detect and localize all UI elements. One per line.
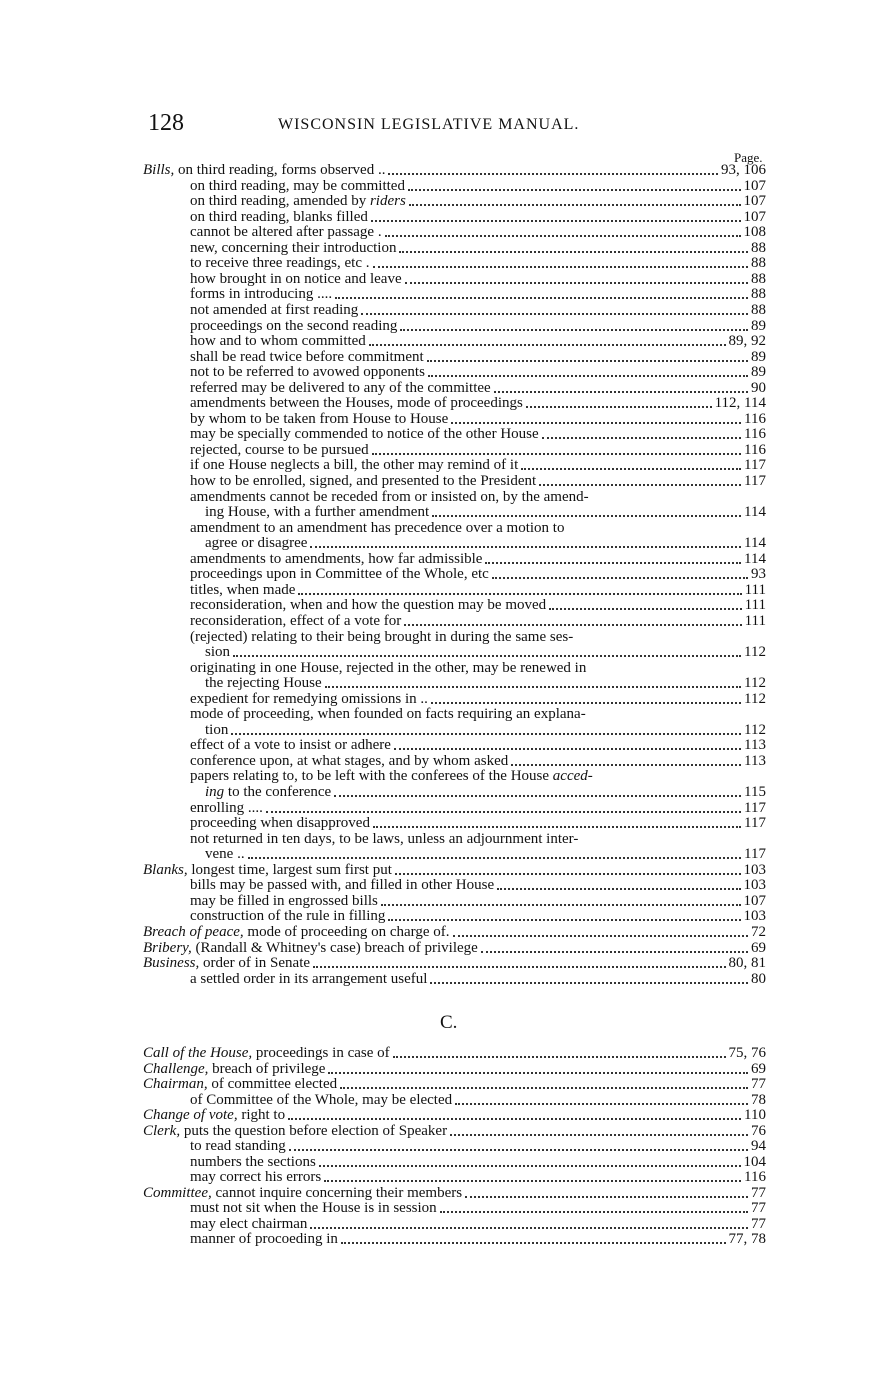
entry-page-ref: 89 — [751, 318, 766, 334]
index-entry — [190, 894, 766, 909]
dot-leader — [404, 624, 741, 626]
dot-leader — [526, 406, 712, 408]
entry-text: must not sit when the House is in session — [190, 1201, 437, 1216]
entry-page-ref: 104 — [743, 1154, 766, 1170]
dot-leader — [542, 437, 741, 439]
dot-leader — [521, 468, 741, 470]
index-entry — [190, 598, 766, 613]
dot-leader — [372, 453, 741, 455]
entry-page-ref: 110 — [744, 1108, 766, 1123]
entry-page-ref: 112 — [744, 645, 766, 661]
entry-text: shall be read twice before commitment — [190, 349, 424, 365]
entry-page-ref: 69 — [751, 1061, 766, 1077]
entry-text: how brought in on notice and leave — [190, 271, 402, 287]
entry-page-ref: 80 — [751, 971, 766, 987]
index-entry — [190, 194, 766, 209]
section-heading-c: C. — [440, 1012, 458, 1033]
dot-leader — [388, 173, 718, 175]
dot-leader — [511, 764, 741, 766]
dot-leader — [453, 935, 748, 937]
index-entry — [190, 225, 766, 240]
entry-text: ing House, with a further amendment — [205, 505, 430, 521]
index-entry — [190, 396, 766, 411]
entry-page-ref: 114 — [744, 536, 766, 552]
entry-text: by whom to be taken from House to House — [190, 411, 449, 427]
dot-leader — [455, 1103, 748, 1105]
index-entry — [205, 536, 766, 551]
entry-text: rejected, course to be pursued — [190, 442, 369, 458]
index-entry — [190, 816, 766, 831]
dot-leader — [361, 313, 748, 315]
index-entry — [190, 381, 766, 396]
entry-italic: acced- — [549, 769, 593, 785]
entry-text: mode of proceeding on charge of. — [243, 924, 450, 940]
dot-leader — [385, 235, 741, 237]
entry-page-ref: 77 — [751, 1185, 766, 1201]
entry-page-ref: 111 — [744, 598, 766, 614]
entry-page-ref: 88 — [751, 271, 766, 287]
entry-text: forms in introducing .... — [190, 287, 333, 303]
index-entry — [205, 785, 766, 800]
entry-page-ref: 94 — [751, 1139, 766, 1154]
index-entry — [190, 287, 766, 302]
index-entry — [190, 583, 766, 598]
index-entry — [190, 614, 766, 629]
dot-leader — [549, 608, 741, 610]
entry-text: may be filled in engrossed bills — [190, 893, 378, 909]
index-entry — [190, 443, 766, 458]
entry-text: numbers the sections — [190, 1154, 316, 1170]
entry-text: proceedings on the second reading — [190, 318, 398, 334]
index-entry — [190, 272, 766, 287]
entry-text: not amended at first reading — [190, 302, 359, 318]
index-entry-heading — [143, 941, 766, 956]
page-column-heading: Page. — [734, 150, 763, 165]
index-entry-heading — [143, 956, 766, 971]
index-entry — [190, 521, 766, 536]
entry-text: referred may be delivered to any of the committee — [190, 380, 491, 396]
index-entry — [190, 334, 766, 349]
entry-page-ref: 90 — [751, 380, 766, 396]
index-entry — [190, 350, 766, 365]
index-entry — [205, 645, 766, 660]
entry-text: a settled order in its arrangement useful — [190, 971, 428, 987]
entry-page-ref: 89 — [751, 365, 766, 381]
dot-leader — [440, 1211, 748, 1213]
entry-term: Bills, — [143, 163, 175, 178]
entry-page-ref: 108 — [743, 225, 766, 241]
entry-page-ref: 107 — [743, 209, 766, 225]
entry-text: construction of the rule in filling — [190, 909, 386, 925]
entry-term: Business, — [143, 956, 200, 972]
index-entry — [190, 241, 766, 256]
entry-text: may correct his errors — [190, 1170, 322, 1185]
entry-term: Committee, — [143, 1185, 212, 1201]
index-entry-heading — [143, 1077, 766, 1092]
entry-page-ref: 77, 78 — [728, 1232, 766, 1247]
dot-leader — [248, 857, 741, 859]
entry-text: of committee elected — [207, 1077, 338, 1092]
index-entry — [190, 1201, 766, 1216]
dot-leader — [319, 1165, 741, 1167]
index-entry — [190, 365, 766, 380]
dot-leader — [432, 515, 741, 517]
entry-page-ref: 88 — [751, 256, 766, 272]
entry-text: amendment to an amendment has precedence over a motion to — [190, 520, 565, 536]
dot-leader — [324, 1180, 741, 1182]
entry-text: reconsideration, effect of a vote for — [190, 613, 402, 629]
entry-page-ref: 116 — [744, 427, 766, 443]
entry-text: (Randall & Whitney's case) breach of privilege — [191, 940, 478, 956]
entry-page-ref: 117 — [744, 847, 766, 863]
entry-text: titles, when made — [190, 582, 296, 598]
entry-text: manner of procoeding in — [190, 1232, 338, 1247]
dot-leader — [394, 748, 741, 750]
entry-term: Call of the House, — [143, 1046, 253, 1061]
entry-text: may be specially commended to notice of the other House — [190, 427, 539, 443]
entry-page-ref: 117 — [744, 474, 766, 489]
entry-term: Clerk, — [143, 1123, 181, 1139]
dot-leader — [539, 484, 741, 486]
index-entry — [190, 754, 766, 769]
entry-text: puts the question before election of Speaker — [180, 1123, 448, 1139]
entry-text: expedient for remedying omissions in .. — [190, 691, 428, 707]
index-entry — [190, 738, 766, 753]
dot-leader — [310, 1227, 748, 1229]
dot-leader — [409, 204, 741, 206]
index-entry — [190, 552, 766, 567]
dot-leader — [481, 951, 748, 953]
entry-page-ref: 89 — [751, 349, 766, 365]
index-entry — [190, 210, 766, 225]
entry-page-ref: 116 — [744, 442, 766, 458]
index-entry-heading — [143, 1062, 766, 1077]
entry-text: enrolling .... — [190, 800, 263, 816]
index-entry — [190, 458, 766, 473]
entry-text: if one House neglects a bill, the other may remind of it — [190, 458, 519, 474]
index-entry — [190, 1232, 766, 1247]
entry-page-ref: 78 — [751, 1092, 766, 1108]
entry-page-ref: 93 — [751, 567, 766, 583]
index-entry — [190, 427, 766, 442]
index-entry — [205, 505, 766, 520]
index-entry-heading — [143, 163, 766, 178]
entry-text: new, concerning their introduction — [190, 240, 397, 256]
entry-page-ref: 89, 92 — [728, 334, 766, 350]
entry-page-ref: 107 — [743, 194, 766, 210]
index-entry — [190, 1170, 766, 1185]
entry-text: to the conference — [224, 785, 332, 800]
entry-page-ref: 115 — [744, 785, 766, 800]
dot-leader — [328, 1072, 748, 1074]
entry-term: Breach of peace, — [143, 924, 244, 940]
entry-page-ref: 117 — [744, 816, 766, 832]
index-entry — [190, 319, 766, 334]
entry-text: sion — [205, 645, 231, 661]
entry-text: breach of privilege — [208, 1061, 326, 1077]
entry-text: papers relating to, to be left with the conferees of the House — [190, 769, 550, 785]
index-entry — [190, 801, 766, 816]
entry-page-ref: 77 — [751, 1216, 766, 1232]
entry-page-ref: 103 — [743, 909, 766, 925]
entry-text: not to be referred to avowed opponents — [190, 365, 425, 381]
entry-text: to receive three readings, etc . — [190, 256, 370, 272]
entry-page-ref: 117 — [744, 800, 766, 816]
entry-text: originating in one House, rejected in the other, may be renewed in — [190, 660, 587, 676]
entry-text: amendments cannot be receded from or insisted on, by the amend- — [190, 489, 589, 505]
dot-leader — [405, 282, 748, 284]
page-number: 128 — [148, 110, 184, 136]
entry-text: proceedings in case of — [252, 1046, 390, 1061]
dot-leader — [450, 1134, 748, 1136]
entry-text: on third reading, may be committed — [190, 178, 405, 194]
entry-page-ref: 112 — [744, 722, 766, 738]
entry-term: Blanks, — [143, 862, 188, 878]
index-entry — [190, 490, 766, 505]
entry-page-ref: 72 — [751, 924, 766, 940]
dot-leader — [298, 593, 741, 595]
entry-page-ref: 112, 114 — [714, 396, 766, 412]
entry-page-ref: 93, 106 — [721, 163, 766, 178]
index-entry — [190, 707, 766, 722]
entry-page-ref: 77 — [751, 1201, 766, 1216]
entry-page-ref: 117 — [744, 458, 766, 474]
index-entry — [190, 1093, 766, 1108]
dot-leader — [408, 189, 741, 191]
entry-page-ref: 113 — [744, 738, 766, 754]
running-title: WISCONSIN LEGISLATIVE MANUAL. — [278, 116, 580, 133]
dot-leader — [373, 826, 741, 828]
dot-leader — [494, 391, 748, 393]
entry-page-ref: 88 — [751, 240, 766, 256]
dot-leader — [451, 422, 741, 424]
entry-page-ref: 116 — [744, 411, 766, 427]
index-entry-heading — [143, 1186, 766, 1201]
index-entry — [190, 179, 766, 194]
entry-term: Change of vote, — [143, 1108, 238, 1123]
index-entry-heading — [143, 1046, 766, 1061]
entry-page-ref: 69 — [751, 940, 766, 956]
entry-term: Challenge, — [143, 1061, 209, 1077]
index-entry — [190, 474, 766, 489]
entry-page-ref: 103 — [743, 862, 766, 878]
entry-page-ref: 112 — [744, 676, 766, 692]
entry-text: on third reading, amended by — [190, 194, 367, 210]
index-entry — [190, 567, 766, 582]
dot-leader — [388, 919, 740, 921]
entry-text: cannot inquire concerning their members — [211, 1185, 463, 1201]
dot-leader — [492, 577, 748, 579]
entry-text: amendments between the Houses, mode of proceedings — [190, 396, 523, 412]
entry-page-ref: 114 — [744, 505, 766, 521]
entry-text: of Committee of the Whole, may be elected — [190, 1092, 453, 1108]
entry-text: how and to whom committed — [190, 334, 366, 350]
index-entry — [190, 832, 766, 847]
entry-text: longest time, largest sum first put — [187, 862, 392, 878]
dot-leader — [340, 1087, 748, 1089]
entry-page-ref: 107 — [743, 893, 766, 909]
entry-page-ref: 88 — [751, 287, 766, 303]
dot-leader — [428, 375, 748, 377]
index-entry — [190, 412, 766, 427]
entry-page-ref: 77 — [751, 1077, 766, 1092]
index-entry — [190, 909, 766, 924]
entry-text: tion — [205, 722, 229, 738]
entry-text: (rejected) relating to their being brought in during the same ses- — [190, 629, 574, 645]
index-entry-heading — [143, 1124, 766, 1139]
dot-leader — [341, 1242, 726, 1244]
dot-leader — [485, 562, 741, 564]
entry-page-ref: 111 — [744, 613, 766, 629]
entry-italic: riders — [366, 194, 406, 210]
index-entry — [190, 1217, 766, 1232]
entry-page-ref: 103 — [743, 878, 766, 894]
dot-leader — [465, 1196, 748, 1198]
index-entry — [190, 972, 766, 987]
index-entry-heading — [143, 863, 766, 878]
index-entry — [190, 692, 766, 707]
dot-leader — [373, 266, 749, 268]
dot-leader — [233, 655, 741, 657]
entry-italic: ing — [205, 785, 225, 800]
index-entry-heading — [143, 925, 766, 940]
entry-text: reconsideration, when and how the question may be moved — [190, 598, 547, 614]
dot-leader — [431, 702, 741, 704]
dot-leader — [288, 1118, 741, 1120]
page-header — [148, 110, 778, 140]
entry-page-ref: 76 — [751, 1123, 766, 1139]
entry-page-ref: 114 — [744, 551, 766, 567]
index-entry — [205, 676, 766, 691]
dot-leader — [325, 686, 741, 688]
entry-page-ref: 111 — [744, 582, 766, 598]
entry-text: may elect chairman — [190, 1216, 308, 1232]
index-entry — [205, 723, 766, 738]
dot-leader — [313, 966, 725, 968]
dot-leader — [400, 329, 748, 331]
entry-page-ref: 113 — [744, 753, 766, 769]
entry-text: mode of proceeding, when founded on facts requiring an explana- — [190, 707, 586, 723]
entry-text: proceedings upon in Committee of the Whole, etc — [190, 567, 489, 583]
index-entry — [205, 847, 766, 862]
dot-leader — [381, 904, 741, 906]
entry-term: Bribery, — [143, 940, 192, 956]
entry-text: effect of a vote to insist or adhere — [190, 738, 391, 754]
entry-text: order of in Senate — [199, 956, 311, 972]
entry-text: on third reading, blanks filled — [190, 209, 368, 225]
dot-leader — [289, 1149, 748, 1151]
dot-leader — [266, 811, 741, 813]
entry-page-ref: 107 — [743, 178, 766, 194]
dot-leader — [310, 546, 741, 548]
dot-leader — [371, 220, 741, 222]
entry-text: proceeding when disapproved — [190, 816, 370, 832]
entry-text: to read standing — [190, 1139, 286, 1154]
index-entry — [190, 769, 766, 784]
entry-text: the rejecting House — [205, 676, 322, 692]
index-entry — [190, 878, 766, 893]
entry-page-ref: 75, 76 — [728, 1046, 766, 1061]
entry-page-ref: 112 — [744, 691, 766, 707]
dot-leader — [427, 360, 748, 362]
entry-text: right to — [237, 1108, 286, 1123]
entry-text: amendments to amendments, how far admissible — [190, 551, 483, 567]
dot-leader — [334, 795, 741, 797]
dot-leader — [231, 733, 741, 735]
entry-text: cannot be altered after passage . — [190, 225, 382, 241]
index-entry — [190, 661, 766, 676]
entry-page-ref: 88 — [751, 302, 766, 318]
entry-text: vene .. — [205, 847, 245, 863]
dot-leader — [335, 297, 748, 299]
dot-leader — [369, 344, 726, 346]
dot-leader — [399, 251, 748, 253]
entry-text: agree or disagree — [205, 536, 308, 552]
entry-term: Chairman, — [143, 1077, 208, 1092]
entry-text: conference upon, at what stages, and by whom asked — [190, 753, 509, 769]
entry-text: not returned in ten days, to be laws, unless an adjournment inter- — [190, 831, 579, 847]
entry-page-ref: 116 — [744, 1170, 766, 1185]
index-entry — [190, 1155, 766, 1170]
dot-leader — [430, 982, 748, 984]
index-entry — [190, 1139, 766, 1154]
entry-text: on third reading, forms observed .. — [174, 163, 386, 178]
dot-leader — [497, 888, 740, 890]
index-entry — [190, 303, 766, 318]
index-entry — [190, 256, 766, 271]
index-entry — [190, 630, 766, 645]
entry-page-ref: 80, 81 — [728, 956, 766, 972]
index-entry-heading — [143, 1108, 766, 1123]
dot-leader — [393, 1056, 726, 1058]
dot-leader — [395, 873, 741, 875]
entry-text: bills may be passed with, and filled in other House — [190, 878, 495, 894]
entry-text: how to be enrolled, signed, and presented to the President — [190, 474, 537, 489]
